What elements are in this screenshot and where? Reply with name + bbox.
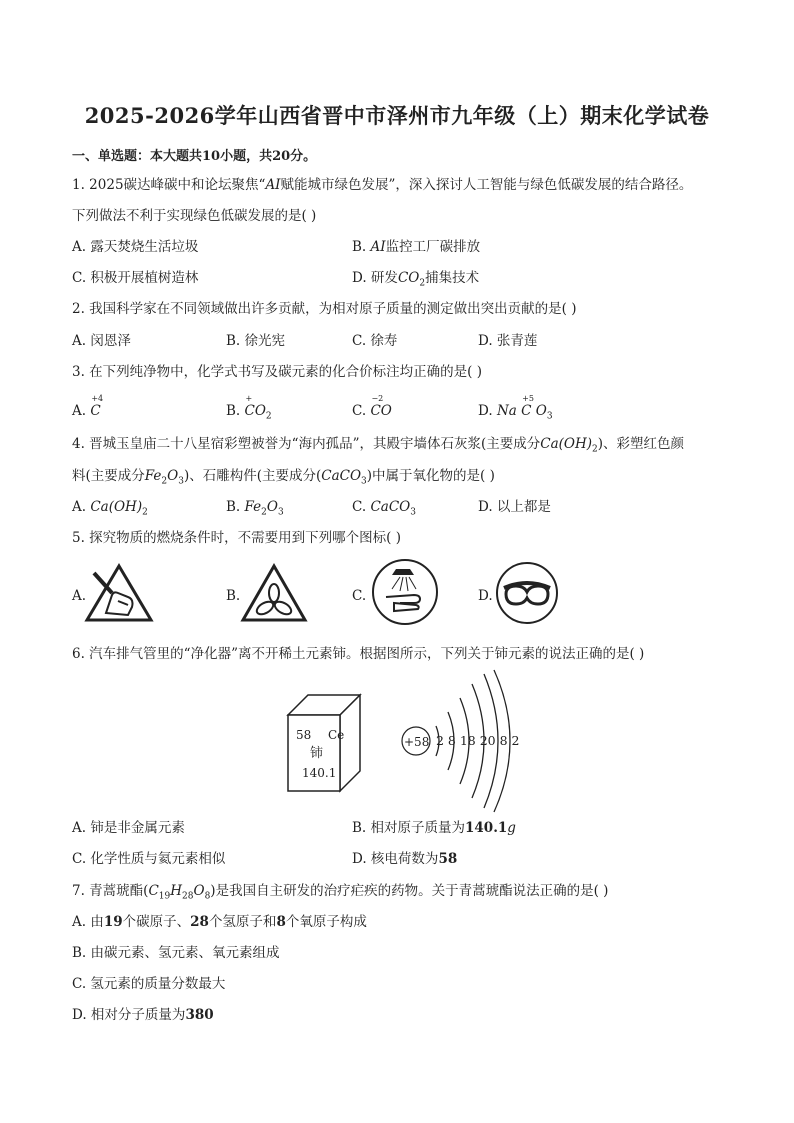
atomic-mass: 140.1 xyxy=(302,766,337,780)
q7-option-a[interactable]: A. 由19个碳原子、28个氢原子和8个氧原子构成 xyxy=(72,914,367,930)
q7-option-d[interactable]: D. 相对分子质量为380 xyxy=(72,1007,214,1023)
question-4-stem: 4. 晋城玉皇庙二十八星宿彩塑被誉为“海内孤品”，其殿宇墙体石灰浆(主要成分$Ca(OH)_2$)、彩塑红色颜 xyxy=(72,436,685,455)
q3-option-b[interactable]: B. + $CO_2$ xyxy=(226,394,272,422)
q4-option-d[interactable]: D. 以上都是 xyxy=(478,499,551,515)
q1-option-c[interactable]: C. 积极开展植树造林 xyxy=(72,270,199,286)
question-6-stem: 6. 汽车排气管里的“净化器”离不开稀土元素铈。根据图所示，下列关于铈元素的说法正确的是( ) xyxy=(72,646,645,662)
q6-option-c[interactable]: C. 化学性质与氦元素相似 xyxy=(72,851,226,867)
element-name: 铈 xyxy=(310,746,324,761)
q1-option-d[interactable]: D. 研发$CO_2$捕集技术 xyxy=(352,270,480,289)
section-heading: 一、单选题：本大题共10小题，共20分。 xyxy=(72,149,317,164)
q1-option-a[interactable]: A. 露天焚烧生活垃圾 xyxy=(72,239,199,255)
fan-ventilation-icon[interactable] xyxy=(240,563,308,623)
q4-option-b[interactable]: B. $Fe_2O_3$ xyxy=(226,499,284,518)
q6-option-a[interactable]: A. 铈是非金属元素 xyxy=(72,820,185,836)
element-symbol: Ce xyxy=(328,728,345,742)
q3-option-c[interactable]: C. −2 CO xyxy=(352,394,392,419)
q5-option-b-label[interactable]: B. xyxy=(226,588,241,604)
q5-option-c-label[interactable]: C. xyxy=(352,588,367,604)
q4-option-a[interactable]: A. $Ca(OH)_2$ xyxy=(72,499,148,518)
q6-option-b[interactable]: B. 相对原子质量为140.1g xyxy=(352,820,516,836)
q4-option-c[interactable]: C. CaCO$_3$ xyxy=(352,499,416,518)
question-2-stem: 2. 我国科学家在不同领域做出许多贡献，为相对原子质量的测定做出突出贡献的是( ) xyxy=(72,301,577,317)
wash-hands-icon[interactable] xyxy=(370,557,440,627)
nucleus-charge: +58 xyxy=(404,735,430,749)
atomic-number: 58 xyxy=(296,728,312,742)
q2-option-d[interactable]: D. 张青莲 xyxy=(478,333,538,349)
question-1-stem-line2: 下列做法不利于实现绿色低碳发展的是( ) xyxy=(72,208,317,224)
question-1-stem: 1. 2025碳达峰碳中和论坛聚焦“AI赋能城市绿色发展”，深入探讨人工智能与绿色低碳发展的结合路径。 xyxy=(72,177,693,193)
question-5-stem: 5. 探究物质的燃烧条件时，不需要用到下列哪个图标( ) xyxy=(72,530,401,546)
q5-option-d-label[interactable]: D. xyxy=(478,588,493,604)
electron-shells: 2 8 18 20 8 2 xyxy=(436,733,520,748)
exam-title: 2025-2026学年山西省晋中市泽州市九年级（上）期末化学试卷 xyxy=(84,103,710,128)
q2-option-c[interactable]: C. 徐寿 xyxy=(352,333,398,349)
question-3-stem: 3. 在下列纯净物中，化学式书写及碳元素的化合价标注均正确的是( ) xyxy=(72,364,482,380)
goggles-icon[interactable] xyxy=(494,560,560,626)
q2-option-b[interactable]: B. 徐光宪 xyxy=(226,333,286,349)
q3-option-a[interactable]: A. +4 C xyxy=(72,394,104,419)
q5-option-a-label[interactable]: A. xyxy=(72,588,87,604)
q1-option-b[interactable]: B. AI监控工厂碳排放 xyxy=(352,239,481,255)
question-7-stem: 7. 青蒿琥酯$(C_{19}H_{28}O_8)$是我国自主研发的治疗疟疾的药物。关于青蒿琥酯说法正确的是( ) xyxy=(72,883,609,902)
q2-option-a[interactable]: A. 闵恩泽 xyxy=(72,333,131,349)
q7-option-b[interactable]: B. 由碳元素、氢元素、氧元素组成 xyxy=(72,945,280,961)
question-4-stem-line2: 料(主要成分$Fe_2O_3$)、石雕构件(主要成分(CaCO$_3$)中属于氧化物的是( ) xyxy=(72,468,495,487)
q3-option-d[interactable]: D. Na +5 C $O_3$ xyxy=(478,394,553,422)
q7-option-c[interactable]: C. 氢元素的质量分数最大 xyxy=(72,976,226,992)
q6-option-d[interactable]: D. 核电荷数为58 xyxy=(352,851,458,867)
hot-hand-warning-icon[interactable] xyxy=(84,563,154,623)
